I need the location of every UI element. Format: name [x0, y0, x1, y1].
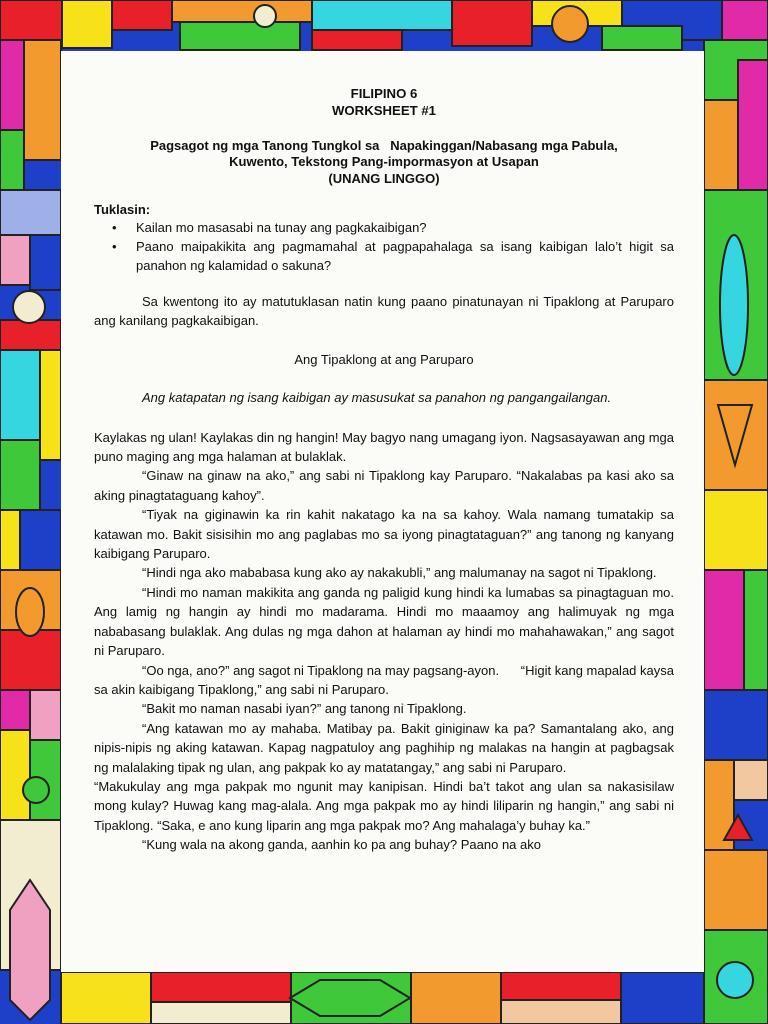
subject-title: FILIPINO 6	[350, 86, 418, 101]
story-moral: Ang katapatan ng isang kaibigan ay masusukat sa panahon ng pangangailangan.	[142, 390, 612, 406]
story-paragraph: “Tiyak na giginawin ka rin kahit nakatago ka na sa kahoy. Wala namang tumatakip sa katawan mo. Bakit sisisihin mo ang paglabas mo sa iyong pinagtataguan?” ang tanong ng kanyang kaibigang Paruparo.	[94, 507, 674, 562]
story-paragraph: “Oo nga, ano?” ang sagot ni Tipaklong na may pagsang-ayon. “Higit kang mapalad kaysa sa akin kaibigang Tipaklong,” ang sabi ni Paruparo.	[94, 662, 678, 697]
story-title: Ang Tipaklong at ang Paruparo	[294, 351, 474, 367]
story-paragraph: “Hindi mo naman makikita ang ganda ng paligid kung hindi ka lumabas sa pinagtaguan mo. Ang lamig ng hangin ay hindi mo madarama. Hindi mo maaamoy ang halimuyak ng mga nababasang bulaklak. Ang dulas ng mga dahon at halaman ay hindi mo mahahawakan,” ang sagot ni Paruparo.	[94, 584, 674, 659]
worksheet-number: WORKSHEET #1	[331, 103, 437, 118]
intro-paragraph: Sa kwentong ito ay matutuklasan natin kung paano pinatunayan ni Tipaklong at Paruparo ang kanilang pagkakaibigan.	[94, 294, 674, 329]
tuklasin-questions	[94, 218, 674, 275]
tuklasin-heading: Tuklasin:	[94, 202, 151, 217]
topic-line-1: Pagsagot ng mga Tanong Tungkol sa Napakinggan/Nabasang mga Pabula,	[150, 138, 618, 153]
story-paragraph: “Hindi nga ako mababasa kung ako ay nakakubli,” ang malumanay na sagot ni Tipaklong.	[142, 565, 657, 581]
story-paragraph: “Kung wala na akong ganda, aanhin ko pa ang buhay? Paano na ako	[142, 837, 541, 853]
week-label: (UNANG LINGGO)	[328, 171, 440, 186]
story-paragraph: “Ang katawan mo ay mahaba. Matibay pa. Bakit giniginaw ka pa? Samantalang ako, ang nipis-nipis ng aking katawan. Kapag nagpatuloy ang paghihip ng malakas na hangin at pagbagsak ng malalaking tipak ng ulan, ang pakpak ko ay matatangay,” ang sabi ni Paruparo.	[94, 720, 674, 775]
question-item: • Paano maipakikita ang pagmamahal at pagpapahalaga sa isang kaibigan lalo’t higit sa panahon ng kalamidad o sakuna?	[118, 237, 674, 275]
story-paragraph: “Makukulay ang mga pakpak mo ngunit may kanipisan. Hindi ba’t takot ang ulan sa nakasisilaw mong kulay? Huwag kang mag-alala. Ang mga pakpak mo ay hindi liliparin ng hangin,” ang sabi ni Tipaklong. “Saka, e ano kung liparin ang mga pakpak mo? Ang mahalaga’y buhay ka.”	[94, 778, 674, 833]
story-paragraph: “Ginaw na ginaw na ako,” ang sabi ni Tipaklong kay Paruparo. “Nakalabas pa kasi ako sa aking pinagtataguang kahoy”.	[94, 468, 674, 503]
story-paragraph: “Bakit mo naman nasabi iyan?” ang tanong ni Tipaklong.	[142, 701, 467, 717]
question-item: • Kailan mo masasabi na tunay ang pagkakaibigan?	[118, 218, 674, 237]
story-paragraph: Kaylakas ng ulan! Kaylakas din ng hangin! May bagyo nang umagang iyon. Nagsasayawan ang mga puno maging ang mga halaman at bulaklak.	[94, 429, 674, 465]
worksheet-page	[61, 51, 704, 972]
topic-line-2: Kuwento, Tekstong Pang-impormasyon at Usapan	[229, 154, 539, 169]
